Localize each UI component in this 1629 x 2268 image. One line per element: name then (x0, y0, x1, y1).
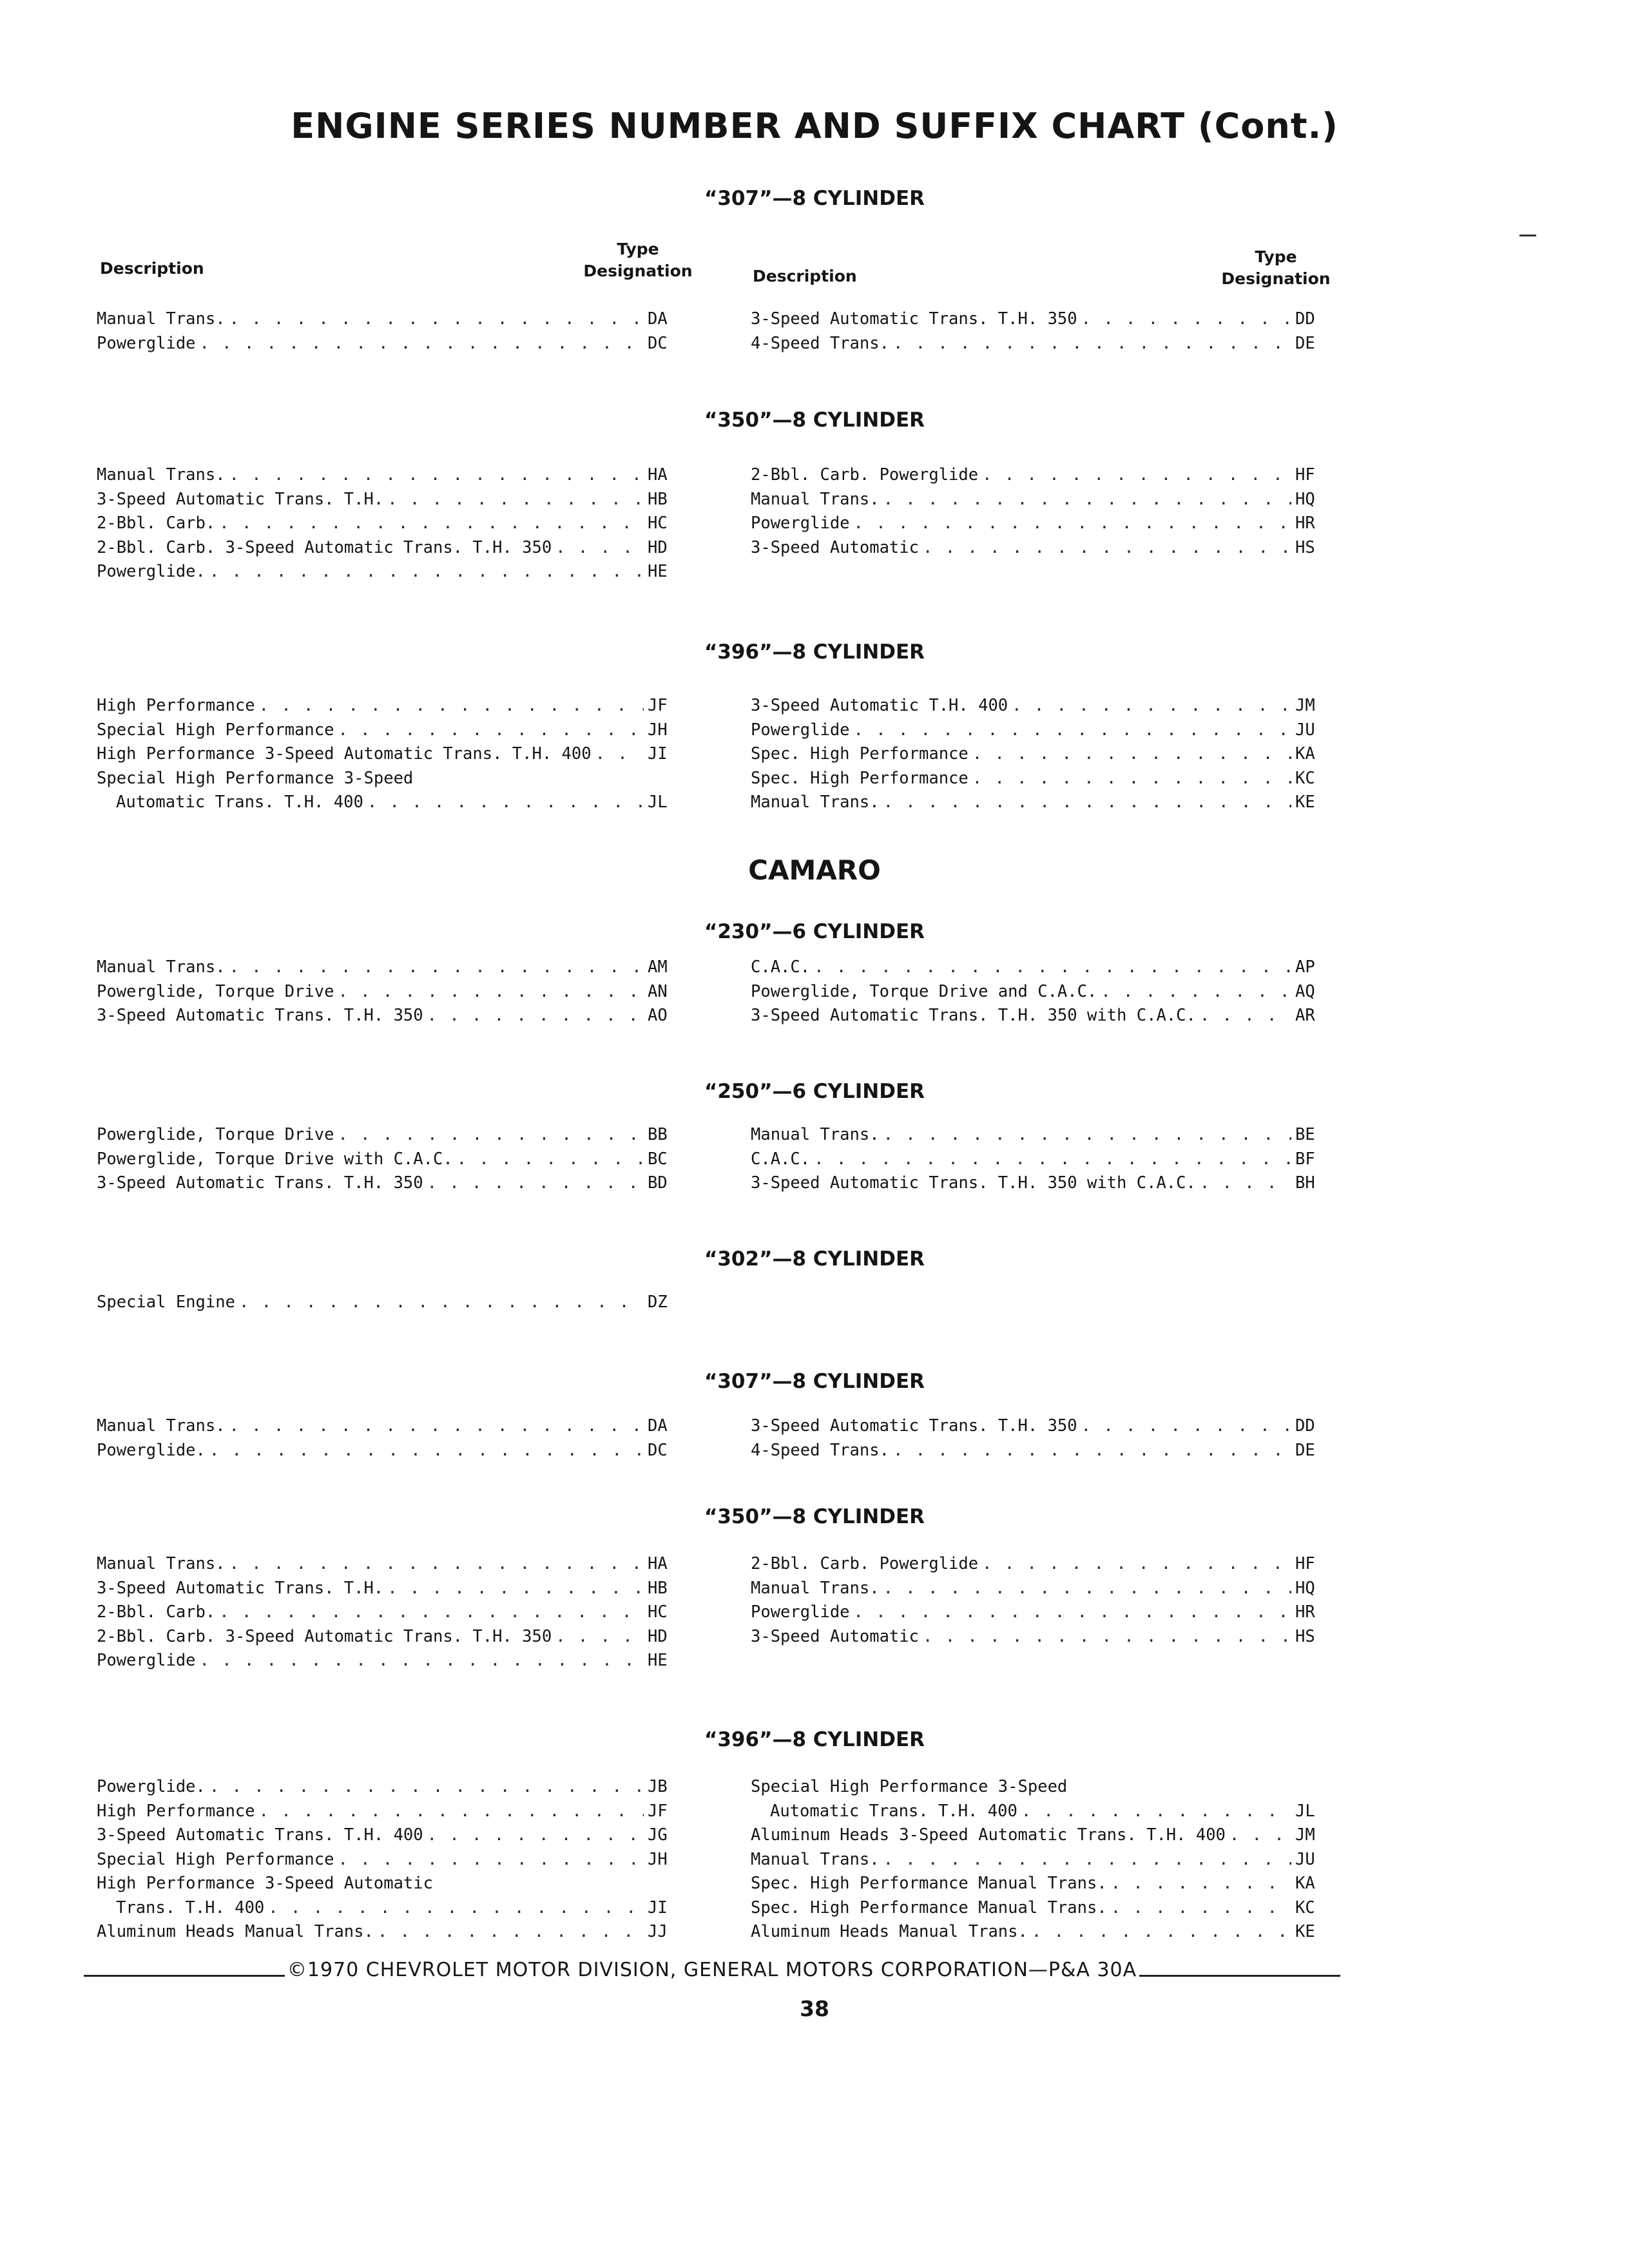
type-designation-code: DC (648, 1440, 668, 1460)
dot-leader (982, 465, 1291, 485)
type-designation-code: JU (1295, 1849, 1315, 1869)
type-designation-code: JL (648, 793, 668, 812)
copyright-footer (84, 1959, 1340, 1981)
engine-description: 3-Speed Automatic Trans. T.H. 350 (751, 309, 1077, 329)
engine-code-row (751, 1173, 1327, 1198)
type-designation-code: HQ (1295, 489, 1315, 509)
left-column (97, 1293, 680, 1317)
engine-description: C.A.C. (751, 957, 811, 977)
engine-code-row (97, 957, 680, 982)
engine-description: Aluminum Heads Manual Trans. (97, 1922, 374, 1941)
copyright-text: ©1970 CHEVROLET MOTOR DIVISION, GENERAL MOTORS CORPORATION—P&A 30A (287, 1959, 1137, 1981)
type-designation-code: KA (1295, 1874, 1315, 1893)
type-designation-code: BD (648, 1173, 668, 1193)
engine-code-row (751, 1627, 1327, 1651)
left-column (97, 309, 680, 358)
type-designation-code: BE (1295, 1125, 1315, 1144)
engine-code-row (751, 1579, 1327, 1603)
type-designation-code: JI (648, 1898, 668, 1917)
engine-code-row (97, 1898, 680, 1923)
type-designation-code: JG (648, 1825, 668, 1845)
dot-leader (1032, 1922, 1291, 1941)
left-column (97, 1125, 680, 1198)
section-heading-302-8: “302”—8 CYLINDER (704, 1247, 925, 1271)
type-designation-code: JU (1295, 720, 1315, 740)
type-designation-code: JL (1295, 1801, 1315, 1821)
dot-leader (367, 793, 644, 812)
engine-code-row (751, 957, 1327, 982)
engine-description: Manual Trans. (97, 309, 226, 329)
dot-leader (854, 720, 1291, 740)
dot-leader (387, 1579, 644, 1598)
type-header-line2: Designation (1221, 269, 1331, 288)
dot-leader (1200, 1173, 1291, 1193)
scan-mark (1519, 235, 1536, 236)
engine-code-row (751, 1777, 1327, 1802)
engine-code-row (97, 490, 680, 514)
engine-description: Automatic Trans. T.H. 400 (116, 793, 363, 812)
engine-description: 3-Speed Automatic Trans. T.H. 400 (97, 1825, 423, 1845)
type-designation-code: DE (1295, 1440, 1315, 1460)
type-designation-code: AN (648, 981, 668, 1001)
engine-code-row (97, 982, 680, 1006)
type-designation-code: AQ (1295, 981, 1315, 1001)
engine-code-row (97, 1006, 680, 1030)
engine-code-row (97, 720, 680, 745)
engine-code-row (97, 334, 680, 358)
engine-description: Powerglide, Torque Drive and C.A.C. (751, 981, 1097, 1001)
engine-code-row (97, 1125, 680, 1149)
type-designation-code: JJ (648, 1922, 668, 1941)
engine-code-row (97, 1627, 680, 1651)
left-column (97, 957, 680, 1030)
type-designation-code: JF (648, 1801, 668, 1821)
engine-code-row (97, 562, 680, 586)
type-header-line1: Type (617, 240, 659, 258)
dot-leader (209, 1441, 644, 1460)
dot-leader (1229, 1825, 1291, 1845)
engine-description: High Performance (97, 1801, 255, 1821)
dot-leader (814, 1149, 1291, 1169)
type-designation-code: DE (1295, 333, 1315, 353)
engine-description: Manual Trans. (751, 1125, 880, 1144)
engine-code-row (751, 309, 1327, 334)
engine-description: Spec. High Performance (751, 744, 969, 764)
type-designation-code: KC (1295, 1898, 1315, 1917)
type-designation-code: HD (648, 537, 668, 557)
type-designation-code: JF (648, 696, 668, 715)
type-designation-code: HE (648, 562, 668, 581)
type-designation-code: HA (648, 465, 668, 485)
engine-description: 3-Speed Automatic Trans. T.H. (97, 1578, 384, 1598)
engine-description: 3-Speed Automatic (751, 537, 919, 557)
engine-code-row (751, 1898, 1327, 1923)
right-column (751, 1125, 1327, 1198)
type-designation-code: KE (1295, 1922, 1315, 1941)
dot-leader (219, 514, 644, 533)
dot-leader (854, 1602, 1291, 1622)
engine-code-row (97, 1802, 680, 1826)
engine-description: High Performance 3-Speed Automatic Trans. T.H. 400 (97, 744, 592, 764)
right-column (751, 957, 1327, 1030)
left-column (97, 1777, 680, 1946)
engine-code-row (751, 1850, 1327, 1874)
engine-code-row (751, 1149, 1327, 1174)
left-column (97, 1416, 680, 1465)
dot-leader (972, 744, 1291, 764)
dot-leader (883, 1125, 1291, 1144)
engine-description: Manual Trans. (97, 1554, 226, 1573)
dot-leader (1021, 1802, 1291, 1821)
engine-code-row (97, 1293, 680, 1317)
engine-code-row (97, 1441, 680, 1465)
type-designation-code: HB (648, 1578, 668, 1598)
dot-leader (457, 1149, 644, 1169)
type-designation-header-left (567, 238, 709, 282)
type-designation-header-right (1205, 246, 1347, 290)
engine-code-row (97, 1825, 680, 1850)
type-designation-code: BH (1295, 1173, 1315, 1193)
section-heading-307-8-top: “307”—8 CYLINDER (704, 187, 925, 210)
dot-leader (982, 1554, 1291, 1573)
dot-leader (209, 562, 644, 581)
section-heading-350-8-camaro: “350”—8 CYLINDER (704, 1505, 925, 1528)
engine-description: Manual Trans. (751, 793, 880, 812)
left-column (97, 465, 680, 586)
engine-description: Aluminum Heads Manual Trans. (751, 1922, 1028, 1941)
dot-leader (555, 538, 644, 557)
dot-leader (338, 1125, 644, 1144)
engine-code-row (751, 744, 1327, 769)
type-designation-code: HB (648, 489, 668, 509)
engine-description: Powerglide. (97, 1440, 206, 1460)
dot-leader (1200, 1006, 1291, 1025)
type-designation-code: AR (1295, 1006, 1315, 1025)
engine-description: C.A.C. (751, 1149, 811, 1169)
type-designation-code: HF (1295, 465, 1315, 485)
dot-leader (972, 769, 1291, 788)
engine-description: High Performance (97, 696, 255, 715)
dot-leader (595, 744, 644, 764)
type-designation-code: HC (648, 1602, 668, 1622)
engine-description: 4-Speed Trans. (751, 1440, 889, 1460)
section-heading-230-6: “230”—6 CYLINDER (704, 920, 925, 943)
engine-code-row (751, 720, 1327, 745)
engine-code-row (751, 1602, 1327, 1627)
type-designation-code: HR (1295, 514, 1315, 533)
dot-leader (378, 1922, 644, 1941)
dot-leader (229, 1416, 644, 1436)
dot-leader (923, 1627, 1291, 1646)
type-designation-code: DC (648, 333, 668, 353)
type-designation-code: JH (648, 1849, 668, 1869)
engine-code-row (97, 1149, 680, 1174)
right-column (751, 1416, 1327, 1465)
dot-leader (1081, 309, 1291, 329)
engine-description: Special High Performance (97, 720, 334, 740)
type-designation-code: JH (648, 720, 668, 740)
dot-leader (893, 1441, 1291, 1460)
dot-leader (268, 1898, 644, 1917)
engine-description: Powerglide (751, 1602, 850, 1622)
engine-code-row (751, 1006, 1327, 1030)
engine-description: Trans. T.H. 400 (116, 1898, 265, 1917)
right-column (751, 465, 1327, 562)
dot-leader (1101, 982, 1291, 1001)
camaro-heading: CAMARO (748, 854, 881, 886)
section-heading-350-8-top: “350”—8 CYLINDER (704, 408, 925, 432)
left-column (97, 1554, 680, 1675)
dot-leader (883, 1579, 1291, 1598)
dot-leader (1111, 1898, 1291, 1917)
engine-code-row (751, 1554, 1327, 1579)
engine-code-row (97, 744, 680, 769)
type-designation-code: HE (648, 1651, 668, 1670)
engine-description: Manual Trans. (97, 1416, 226, 1436)
engine-description: 3-Speed Automatic (751, 1626, 919, 1646)
footer-rule-right (1139, 1975, 1340, 1977)
engine-code-row (751, 1874, 1327, 1898)
type-designation-code: HR (1295, 1602, 1315, 1622)
engine-code-row (751, 1416, 1327, 1441)
engine-description: 2-Bbl. Carb. 3-Speed Automatic Trans. T.H. 350 (97, 537, 552, 557)
engine-description: Manual Trans. (97, 465, 226, 485)
engine-description: 2-Bbl. Carb. 3-Speed Automatic Trans. T.H. 350 (97, 1626, 552, 1646)
page-number: 38 (800, 1996, 829, 2021)
engine-code-row (751, 769, 1327, 793)
dot-leader (923, 538, 1291, 557)
engine-description: High Performance 3-Speed Automatic (97, 1874, 433, 1893)
type-designation-code: JM (1295, 696, 1315, 715)
engine-description: 4-Speed Trans. (751, 333, 889, 353)
type-designation-code: DD (1295, 309, 1315, 329)
right-column (751, 309, 1327, 358)
right-column (751, 696, 1327, 817)
type-designation-code: BC (648, 1149, 668, 1169)
engine-description: Powerglide (97, 1651, 196, 1670)
engine-description: Powerglide (751, 720, 850, 740)
engine-code-row (97, 1922, 680, 1946)
type-designation-code: DA (648, 1416, 668, 1436)
dot-leader (387, 490, 644, 509)
engine-code-row (97, 696, 680, 720)
section-heading-307-8-camaro: “307”—8 CYLINDER (704, 1370, 925, 1393)
dot-leader (814, 957, 1291, 977)
engine-code-row (751, 1125, 1327, 1149)
engine-code-row (751, 793, 1327, 817)
engine-description: Manual Trans. (751, 1849, 880, 1869)
dot-leader (239, 1293, 644, 1312)
right-column (751, 1554, 1327, 1651)
type-designation-code: HA (648, 1554, 668, 1573)
engine-description: Automatic Trans. T.H. 400 (770, 1801, 1017, 1821)
engine-code-row (97, 793, 680, 817)
engine-code-row (97, 1579, 680, 1603)
engine-code-row (97, 1651, 680, 1675)
type-designation-code: KA (1295, 744, 1315, 764)
engine-code-row (751, 1922, 1327, 1946)
engine-code-row (97, 1173, 680, 1198)
page-title: ENGINE SERIES NUMBER AND SUFFIX CHART (Cont.) (291, 106, 1338, 146)
engine-description: 3-Speed Automatic Trans. T.H. 350 with C.A.C. (751, 1006, 1196, 1025)
engine-description: Powerglide (751, 514, 850, 533)
engine-description: Special High Performance 3-Speed (97, 768, 414, 788)
engine-code-row (97, 1554, 680, 1579)
type-designation-code: HQ (1295, 1578, 1315, 1598)
engine-description: Spec. High Performance (751, 768, 969, 788)
dot-leader (883, 1850, 1291, 1869)
engine-description: 3-Speed Automatic Trans. T.H. 350 (97, 1006, 423, 1025)
type-designation-code: HF (1295, 1554, 1315, 1573)
engine-description: Powerglide. (97, 1777, 206, 1796)
dot-leader (259, 1802, 644, 1821)
dot-leader (1012, 696, 1291, 715)
section-heading-250-6: “250”—6 CYLINDER (704, 1080, 925, 1103)
type-designation-code: BF (1295, 1149, 1315, 1169)
engine-description: 3-Speed Automatic Trans. T.H. (97, 489, 384, 509)
engine-description: Powerglide, Torque Drive (97, 1125, 334, 1144)
footer-rule-left (84, 1975, 285, 1977)
dot-leader (1081, 1416, 1291, 1436)
type-header-line1: Type (1255, 247, 1297, 266)
type-designation-code: KE (1295, 793, 1315, 812)
engine-code-row (751, 538, 1327, 562)
type-designation-code: HC (648, 514, 668, 533)
engine-description: Spec. High Performance Manual Trans. (751, 1874, 1107, 1893)
dot-leader (229, 309, 644, 329)
engine-description: Special Engine (97, 1293, 235, 1312)
engine-code-row (751, 982, 1327, 1006)
dot-leader (338, 982, 644, 1001)
engine-code-row (97, 1416, 680, 1441)
type-designation-code: DZ (648, 1293, 668, 1312)
engine-description: 2-Bbl. Carb. Powerglide (751, 1554, 979, 1573)
right-column (751, 1777, 1327, 1946)
engine-description: 3-Speed Automatic T.H. 400 (751, 696, 1008, 715)
type-designation-code: BB (648, 1125, 668, 1144)
type-designation-code: AP (1295, 957, 1315, 977)
dot-leader (229, 1554, 644, 1573)
type-designation-code: JI (648, 744, 668, 764)
dot-leader (427, 1006, 644, 1025)
engine-description: Special High Performance 3-Speed (751, 1777, 1068, 1796)
engine-description: Manual Trans. (751, 489, 880, 509)
engine-description: 3-Speed Automatic Trans. T.H. 350 (751, 1416, 1077, 1436)
engine-code-row (751, 1802, 1327, 1826)
description-header-left: Description (100, 259, 204, 278)
type-designation-code: HS (1295, 1626, 1315, 1646)
dot-leader (427, 1173, 644, 1193)
type-designation-code: KC (1295, 768, 1315, 788)
engine-code-row (97, 309, 680, 334)
engine-code-row (97, 465, 680, 490)
engine-description: Powerglide, Torque Drive with C.A.C. (97, 1149, 453, 1169)
dot-leader (229, 465, 644, 485)
dot-leader (555, 1627, 644, 1646)
engine-description: 2-Bbl. Carb. (97, 1602, 216, 1622)
engine-code-row (751, 490, 1327, 514)
type-designation-code: DD (1295, 1416, 1315, 1436)
engine-code-row (97, 538, 680, 562)
engine-description: 2-Bbl. Carb. (97, 514, 216, 533)
engine-code-row (97, 1777, 680, 1802)
dot-leader (854, 514, 1291, 533)
engine-description: Spec. High Performance Manual Trans. (751, 1898, 1107, 1917)
engine-code-row (751, 514, 1327, 538)
engine-code-row (751, 1441, 1327, 1465)
type-designation-code: DA (648, 309, 668, 329)
engine-code-row (751, 334, 1327, 358)
engine-code-row (751, 465, 1327, 490)
engine-code-row (97, 1602, 680, 1627)
engine-description: Powerglide (97, 333, 196, 353)
description-header-right: Description (753, 267, 857, 285)
type-designation-code: AO (648, 1006, 668, 1025)
engine-description: 3-Speed Automatic Trans. T.H. 350 (97, 1173, 423, 1193)
engine-code-row (97, 769, 680, 793)
dot-leader (209, 1777, 644, 1796)
engine-code-row (97, 1850, 680, 1874)
dot-leader (229, 957, 644, 977)
engine-description: 3-Speed Automatic Trans. T.H. 350 with C.A.C. (751, 1173, 1196, 1193)
left-column (97, 696, 680, 817)
engine-code-row (751, 696, 1327, 720)
section-heading-396-8-camaro: “396”—8 CYLINDER (704, 1728, 925, 1751)
engine-description: Manual Trans. (751, 1578, 880, 1598)
dot-leader (427, 1825, 644, 1845)
dot-leader (883, 793, 1291, 812)
dot-leader (338, 720, 644, 740)
dot-leader (200, 334, 644, 353)
dot-leader (1111, 1874, 1291, 1893)
dot-leader (893, 334, 1291, 353)
engine-description: Manual Trans. (97, 957, 226, 977)
engine-description: Powerglide, Torque Drive (97, 981, 334, 1001)
type-designation-code: AM (648, 957, 668, 977)
engine-code-row (97, 514, 680, 538)
section-heading-396-8-top: “396”—8 CYLINDER (704, 640, 925, 664)
engine-description: Powerglide. (97, 562, 206, 581)
engine-description: Special High Performance (97, 1849, 334, 1869)
engine-code-row (97, 1874, 680, 1898)
engine-description: 2-Bbl. Carb. Powerglide (751, 465, 979, 485)
type-designation-code: JB (648, 1777, 668, 1796)
dot-leader (259, 696, 644, 715)
type-designation-code: HS (1295, 537, 1315, 557)
dot-leader (883, 490, 1291, 509)
dot-leader (338, 1850, 644, 1869)
type-designation-code: JM (1295, 1825, 1315, 1845)
dot-leader (219, 1602, 644, 1622)
type-designation-code: HD (648, 1626, 668, 1646)
engine-description: Aluminum Heads 3-Speed Automatic Trans. T.H. 400 (751, 1825, 1226, 1845)
type-header-line2: Designation (583, 262, 693, 280)
dot-leader (200, 1651, 644, 1670)
engine-code-row (751, 1825, 1327, 1850)
